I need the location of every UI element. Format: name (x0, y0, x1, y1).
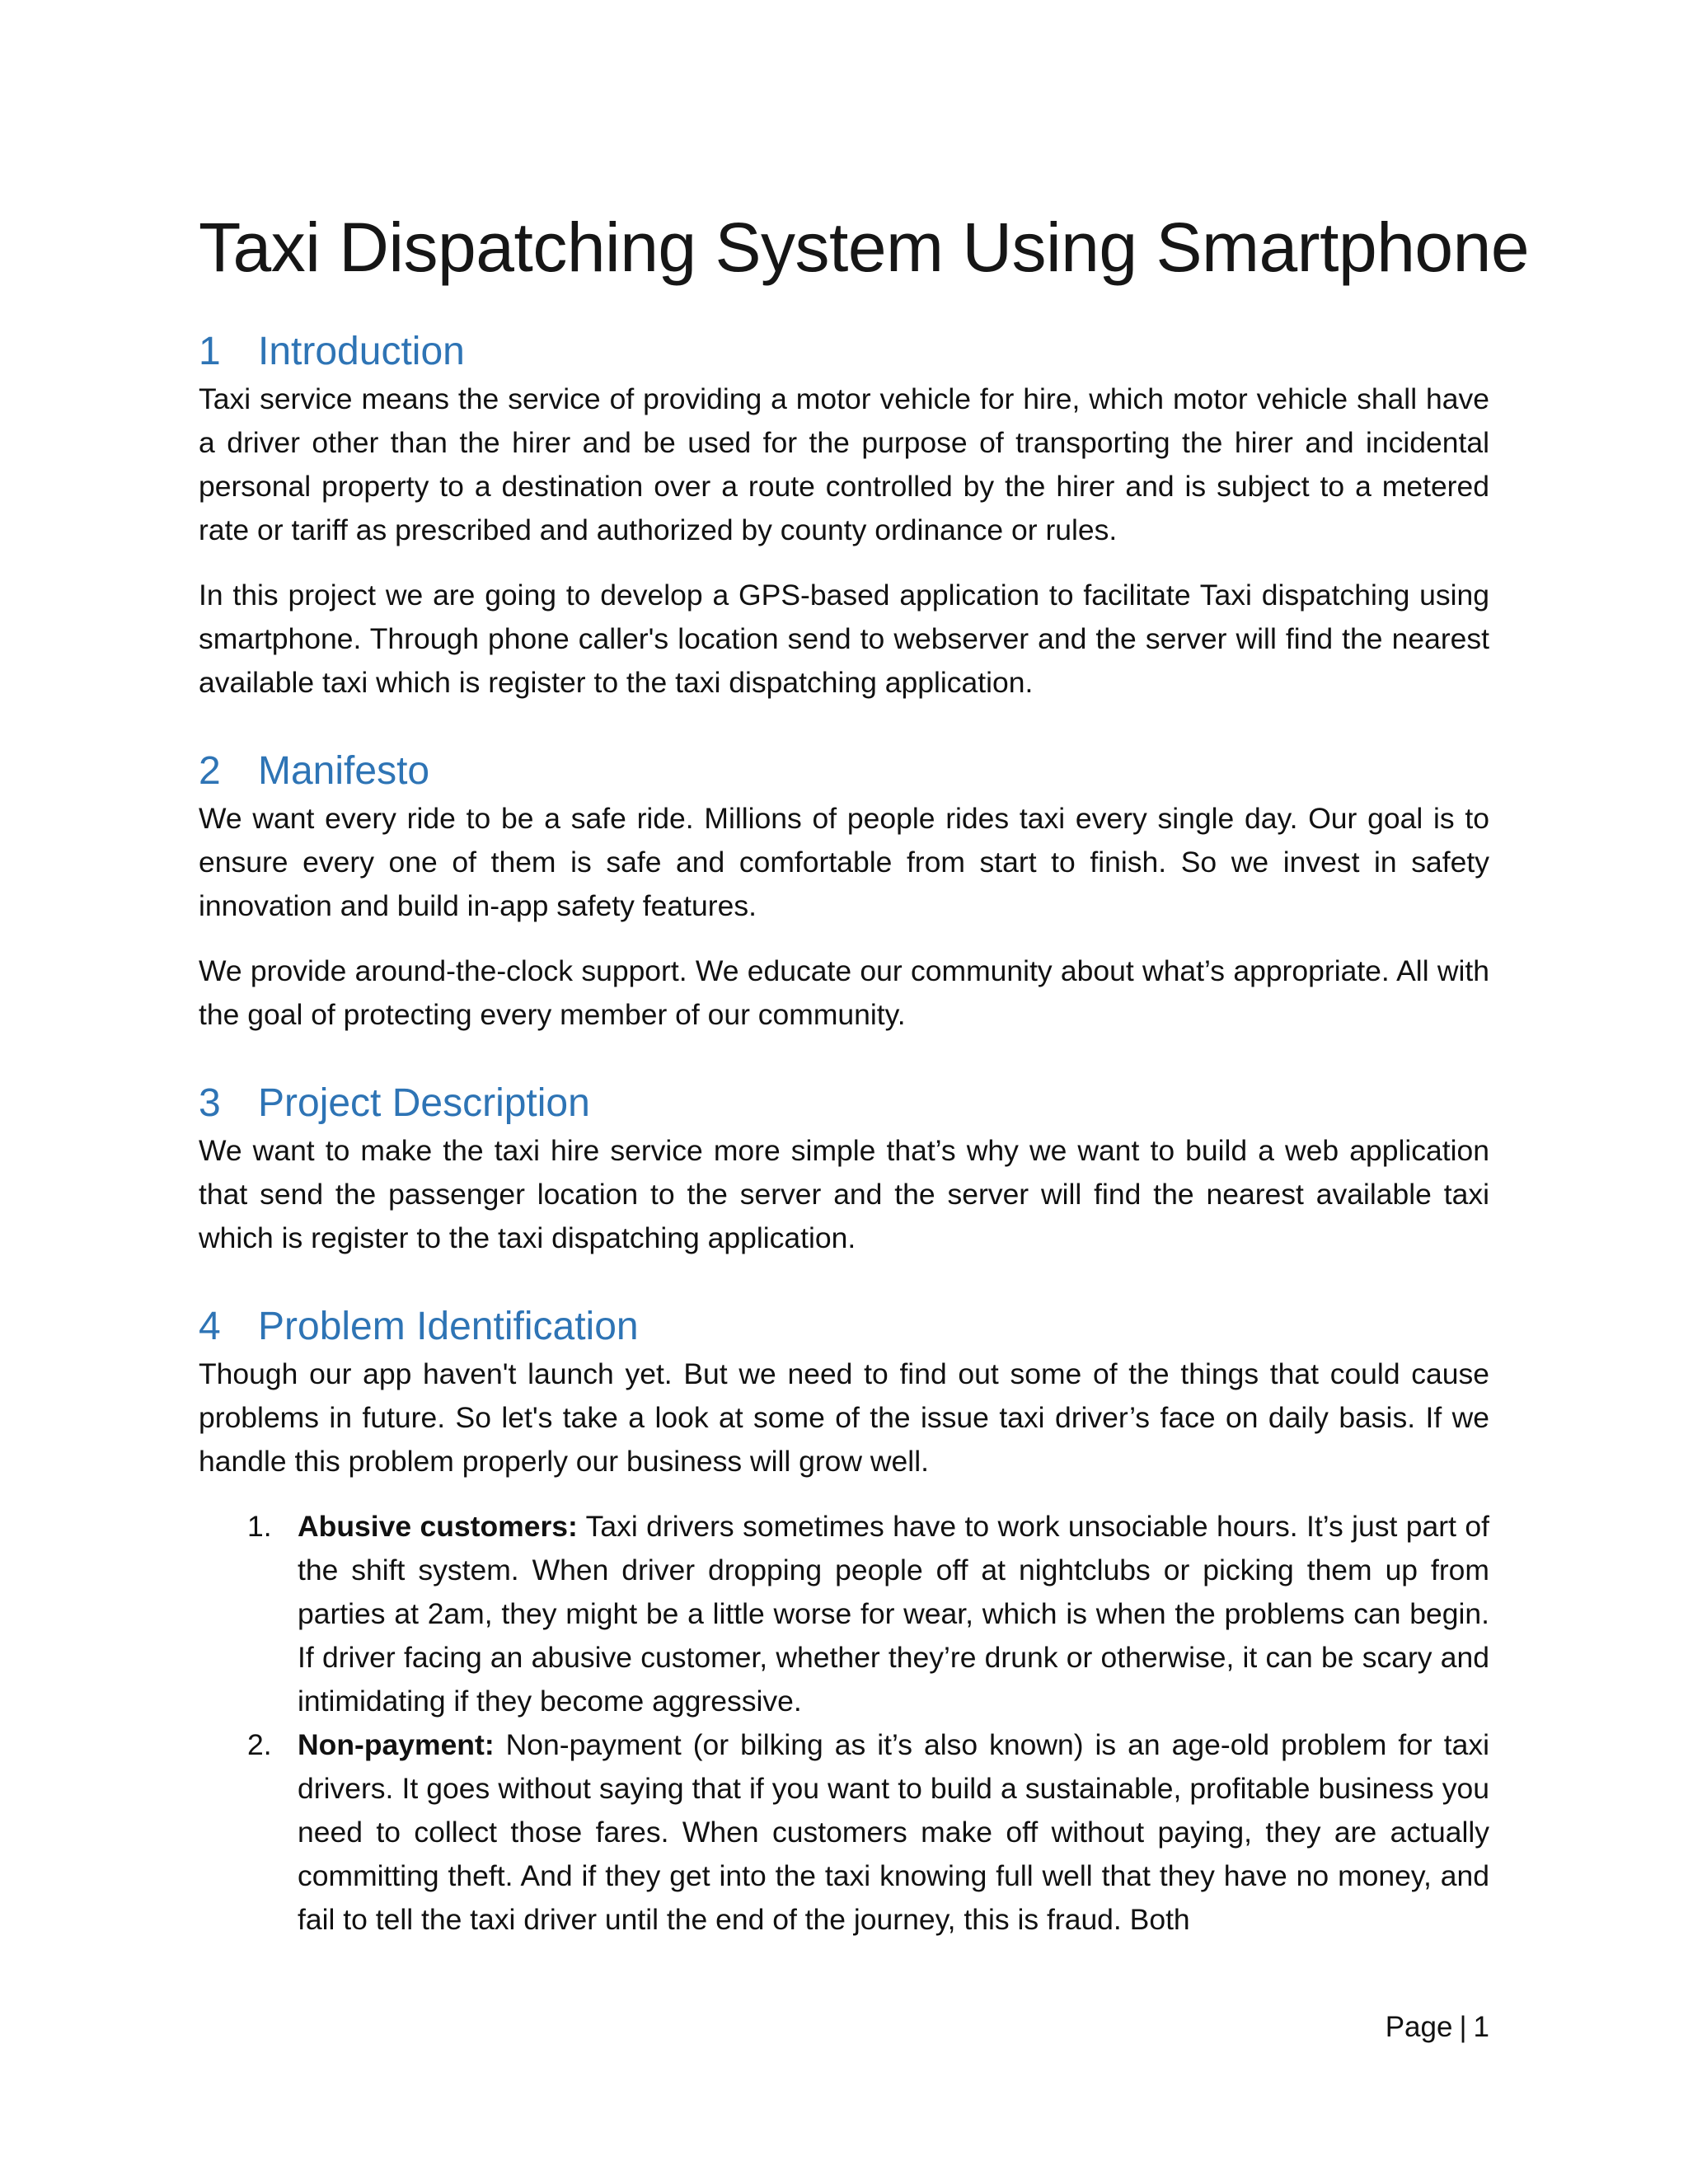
section-introduction (199, 326, 1489, 705)
section-title: Project Description (258, 1081, 590, 1125)
document-title: Taxi Dispatching System Using Smartphone (199, 209, 1530, 286)
section-title: Manifesto (258, 749, 430, 793)
section-number: 3 (199, 1081, 221, 1125)
paragraph: In this project we are going to develop a GPS-based application to facilitate Taxi dispatching using smartphone. Through phone caller's location send to webserver and the server will find the nearest available taxi which is register to the taxi dispatching application. (199, 579, 1489, 699)
paragraph: Taxi service means the service of providing a motor vehicle for hire, which motor vehicle shall have a driver other than the hirer and be used for the purpose of transporting the hirer and incidental personal property to a destination over a route controlled by the hirer and is subject to a metered rate or tariff as prescribed and authorized by county ordinance or rules. (199, 382, 1489, 546)
section-title: Introduction (258, 330, 465, 373)
list-item-term: Non-payment: (298, 1728, 495, 1761)
list-item-number: 2. (247, 1728, 272, 1761)
page-separator: | (1459, 2011, 1467, 2043)
paragraph: We want every ride to be a safe ride. Millions of people rides taxi every single day. Our goal is to ensure every one of them is safe and comfortable from start to finish. So we invest in safety innovation and build in-app safety features. (199, 802, 1489, 922)
section-heading (199, 1301, 1489, 1352)
page-label: Page (1385, 2011, 1453, 2043)
section-heading (199, 746, 1489, 797)
list-item-text: Non-payment (or bilking as it’s also known) is an age-old problem for taxi drivers. It goes without saying that if you want to build a sustainable, profitable business you need to collect those fares. When customers make off without paying, they are actually committing theft. And if they get into the taxi knowing full well that they have no money, and fail to tell the taxi driver until the end of the journey, this is fraud. Both (298, 1728, 1489, 1936)
section-title: Problem Identification (258, 1305, 639, 1348)
list-item (199, 1723, 1489, 1942)
section-number: 4 (199, 1305, 221, 1348)
section-heading (199, 1078, 1489, 1129)
list-item-number: 1. (247, 1510, 272, 1543)
section-project-description (199, 1078, 1489, 1260)
section-manifesto (199, 746, 1489, 1037)
section-problem-identification (199, 1301, 1489, 1942)
paragraph: We provide around-the-clock support. We educate our community about what’s appropriate. All with the goal of protecting every member of our community. (199, 954, 1489, 1031)
section-number: 1 (199, 330, 221, 373)
list-item (199, 1505, 1489, 1723)
section-number: 2 (199, 749, 221, 793)
page-content (199, 204, 1530, 1983)
section-heading (199, 326, 1489, 377)
paragraph: We want to make the taxi hire service more simple that’s why we want to build a web application that send the passenger location to the server and the server will find the nearest available taxi which is register to the taxi dispatching application. (199, 1134, 1489, 1254)
list-item-text: Taxi drivers sometimes have to work unsociable hours. It’s just part of the shift system. When driver dropping people off at nightclubs or picking them up from parties at 2am, they might be a little worse for wear, which is when the problems can begin. If driver facing an abusive customer, whether they’re drunk or otherwise, it can be scary and intimidating if they become aggressive. (298, 1510, 1489, 1718)
page-footer (1386, 2007, 1489, 2048)
page-number: 1 (1473, 2011, 1489, 2043)
problem-list (199, 1505, 1489, 1942)
paragraph: Though our app haven't launch yet. But we need to find out some of the things that could cause problems in future. So let's take a look at some of the issue taxi driver’s face on daily basis. If we handle this problem properly our business will grow well. (199, 1357, 1489, 1478)
list-item-term: Abusive customers: (298, 1510, 578, 1543)
